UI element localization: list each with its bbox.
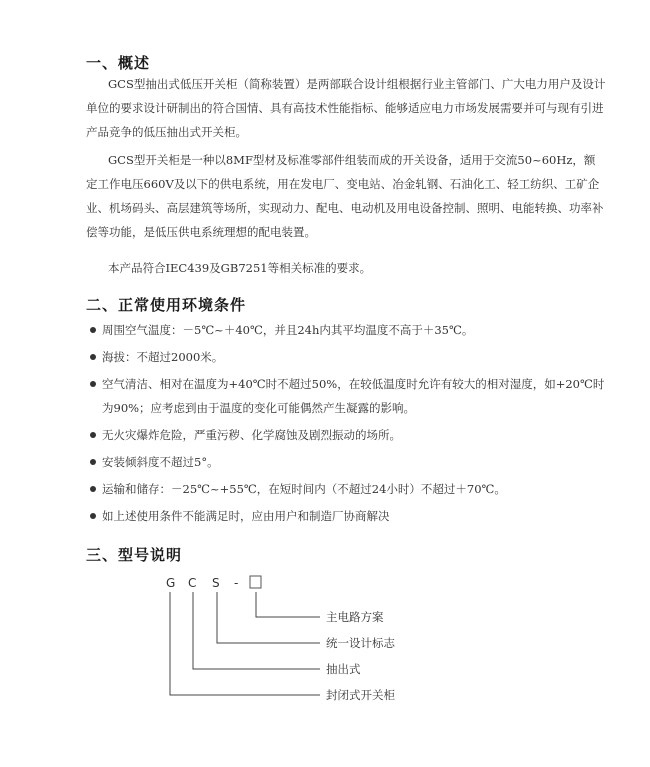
bullet-icon bbox=[90, 381, 96, 387]
leader-lines bbox=[170, 592, 320, 695]
label-enclosed-cabinet: 封闭式开关柜 bbox=[326, 688, 395, 702]
model-code-diagram bbox=[150, 572, 450, 712]
code-letter-c: C bbox=[188, 576, 197, 590]
label-drawout: 抽出式 bbox=[326, 662, 361, 676]
bullet-icon bbox=[90, 486, 96, 492]
label-main-circuit: 主电路方案 bbox=[326, 610, 384, 624]
list-item bbox=[90, 450, 610, 474]
leader-line-main-circuit bbox=[256, 592, 320, 617]
section2-title: 二、正常使用环境条件 bbox=[86, 296, 247, 314]
condition-text: 如上述使用条件不能满足时，应由用户和制造厂协商解决 bbox=[102, 509, 390, 523]
conditions-list bbox=[90, 318, 610, 528]
list-item bbox=[90, 318, 610, 342]
section1-title: 一、概述 bbox=[86, 54, 151, 72]
section1-para-1: GCS型抽出式低压开关柜（简称装置）是两部联合设计组根据行业主管部门、广大电力用户及设计单位的要求设计研制出的符合国情、具有高技术性能指标、能够适应电力市场发展需要并可与现有引进产品竞争的低压抽出式开关柜。 bbox=[86, 77, 606, 139]
condition-text: 海拔：不超过2000米。 bbox=[102, 350, 224, 364]
condition-text: 空气清洁、相对在温度为+40℃时不超过50%，在较低温度时允许有较大的相对湿度，如+20℃时为90%；应考虑到由于温度的变化可能偶然产生凝露的影响。 bbox=[102, 377, 605, 415]
list-item bbox=[90, 423, 610, 447]
code-letter-g: G bbox=[166, 576, 176, 590]
section1-para-2: GCS型开关柜是一种以8MF型材及标准零部件组装而成的开关设备，适用于交流50~60Hz，额定工作电压660V及以下的供电系统，用在发电厂、变电站、冶金轧钢、石油化工、轻工纺织、工矿企业、机场码头、高层建筑等场所，实现动力、配电、电动机及用电设备控制、照明、电能转换、功率补偿等功能，是低压供电系统理想的配电装置。 bbox=[86, 153, 604, 239]
bullet-icon bbox=[90, 354, 96, 360]
condition-text: 周围空气温度：－5℃~＋40℃，并且24h内其平均温度不高于＋35℃。 bbox=[102, 323, 474, 337]
list-item bbox=[90, 372, 610, 420]
condition-text: 无火灾爆炸危险，严重污秽、化学腐蚀及剧烈振动的场所。 bbox=[102, 428, 401, 442]
bullet-icon bbox=[90, 513, 96, 519]
code-placeholder-box bbox=[250, 576, 261, 588]
section3-title: 三、型号说明 bbox=[86, 546, 183, 564]
code-letter-s: S bbox=[212, 576, 220, 590]
code-dash: - bbox=[234, 576, 239, 590]
list-item bbox=[90, 345, 610, 369]
bullet-icon bbox=[90, 432, 96, 438]
list-item bbox=[90, 504, 610, 528]
condition-text: 安装倾斜度不超过5°。 bbox=[102, 455, 219, 469]
condition-text: 运输和储存：－25℃~+55℃，在短时间内（不超过24小时）不超过＋70℃。 bbox=[102, 482, 506, 496]
label-design-mark: 统一设计标志 bbox=[326, 636, 395, 650]
bullet-icon bbox=[90, 459, 96, 465]
bullet-icon bbox=[90, 327, 96, 333]
section1-para-3: 本产品符合IEC439及GB7251等相关标准的要求。 bbox=[108, 261, 372, 275]
list-item bbox=[90, 477, 610, 501]
